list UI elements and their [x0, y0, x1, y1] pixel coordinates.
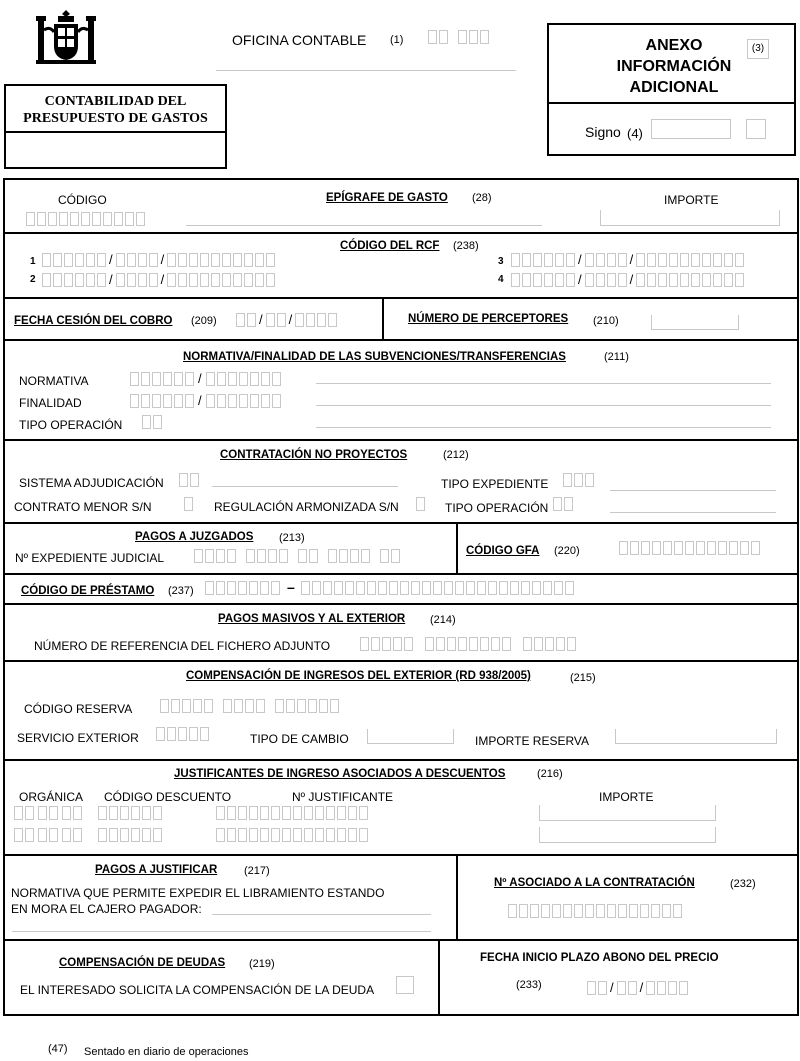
tipo-cambio-label: TIPO DE CAMBIO	[250, 732, 349, 746]
pagos-justificar-line-2[interactable]	[12, 931, 431, 932]
justificante-row-2[interactable]	[14, 828, 368, 842]
justificante-row-1[interactable]	[14, 806, 368, 820]
contabilidad-box	[4, 84, 227, 169]
gfa-num: (220)	[554, 545, 580, 557]
importe-label: IMPORTE	[664, 193, 719, 207]
importe-reserva-input[interactable]	[615, 729, 777, 744]
rcf-row-4-label: 4	[498, 274, 504, 285]
fecha-cesion-title: FECHA CESIÓN DEL COBRO	[14, 315, 173, 327]
subvenciones-num: (211)	[604, 351, 629, 363]
footer-text: Sentado en diario de operaciones	[84, 1046, 249, 1058]
tipo-expediente-label: TIPO EXPEDIENTE	[441, 477, 549, 491]
referencia-fichero-label: NÚMERO DE REFERENCIA DEL FICHERO ADJUNTO	[34, 639, 331, 653]
rcf-row-3-label: 3	[498, 256, 504, 267]
subvenciones-title: NORMATIVA/FINALIDAD DE LAS SUBVENCIONES/TRANSFERENCIAS	[183, 351, 566, 363]
justificante-importe-1[interactable]	[539, 805, 716, 821]
epigrafe-line[interactable]	[186, 225, 542, 226]
compensacion-deudas-check[interactable]	[396, 976, 414, 994]
anexo-num: (3)	[751, 43, 765, 54]
tipo-operacion-contratacion-input[interactable]	[553, 497, 573, 511]
pagos-justificar-num: (217)	[244, 865, 270, 877]
anexo-title-1: ANEXO	[645, 37, 703, 54]
pagos-masivos-num: (214)	[430, 614, 456, 626]
expediente-judicial-label: Nº EXPEDIENTE JUDICIAL	[15, 551, 165, 565]
rcf-row-2-input[interactable]: / /	[42, 272, 275, 287]
compensacion-deudas-text: EL INTERESADO SOLICITA LA COMPENSACIÓN DE LA DEUDA	[20, 983, 375, 997]
footer-num: (47)	[48, 1043, 68, 1055]
oficina-contable-num: (1)	[390, 34, 404, 46]
rcf-num: (238)	[453, 240, 479, 252]
n-justificante-label: Nº JUSTIFICANTE	[292, 790, 394, 804]
compensacion-deudas-divider	[438, 941, 440, 1016]
tipo-expediente-line[interactable]	[610, 490, 776, 491]
juzgados-divider	[456, 524, 458, 575]
signo-check[interactable]	[746, 119, 766, 139]
pagos-justificar-text-2: EN MORA EL CAJERO PAGADOR:	[11, 902, 202, 916]
regulacion-armonizada-label: REGULACIÓN ARMONIZADA S/N	[214, 500, 399, 514]
rcf-row-1-label: 1	[30, 256, 36, 267]
prestamo-input-2[interactable]	[301, 581, 574, 595]
prestamo-dash: –	[287, 579, 295, 595]
sistema-adjudicacion-line[interactable]	[212, 486, 398, 487]
rcf-row-2-label: 2	[30, 274, 36, 285]
gfa-input[interactable]	[619, 541, 760, 555]
prestamo-input-1[interactable]	[205, 581, 280, 595]
finalidad-desc-line-1[interactable]	[316, 405, 771, 406]
asociado-contratacion-title: Nº ASOCIADO A LA CONTRATACIÓN	[494, 877, 695, 889]
fecha-inicio-title: FECHA INICIO PLAZO ABONO DEL PRECIO	[480, 952, 719, 964]
perceptores-title: NÚMERO DE PERCEPTORES	[408, 313, 569, 325]
contabilidad-title-1: CONTABILIDAD DEL	[44, 94, 187, 109]
contrato-menor-input[interactable]	[184, 497, 193, 511]
anexo-num-box	[747, 39, 769, 59]
codigo-label: CÓDIGO	[58, 193, 107, 207]
oficina-contable-underline	[216, 70, 516, 71]
justificantes-title: JUSTIFICANTES DE INGRESO ASOCIADOS A DESCUENTOS	[174, 768, 506, 780]
finalidad-input[interactable]: /	[130, 393, 281, 408]
tipo-operacion-contratacion-label: TIPO OPERACIÓN	[445, 501, 549, 515]
organica-label: ORGÁNICA	[19, 790, 84, 804]
epigrafe-title: EPÍGRAFE DE GASTO	[326, 192, 448, 204]
signo-field[interactable]	[651, 119, 731, 139]
anexo-title-3: ADICIONAL	[629, 79, 719, 96]
pagos-justificar-title: PAGOS A JUSTIFICAR	[95, 864, 218, 876]
referencia-fichero-input[interactable]	[360, 637, 576, 651]
codigo-input[interactable]	[26, 212, 145, 226]
normativa-input[interactable]: /	[130, 371, 281, 386]
tipo-operacion-contratacion-line[interactable]	[610, 512, 776, 513]
oficina-contable-label: OFICINA CONTABLE	[232, 32, 367, 48]
justificantes-importe-label: IMPORTE	[599, 790, 654, 804]
signo-label: Signo	[585, 124, 621, 140]
pagos-justificar-divider	[456, 856, 458, 941]
pagos-justificar-text-1: NORMATIVA QUE PERMITE EXPEDIR EL LIBRAMIENTO ESTANDO	[11, 886, 385, 900]
finalidad-label: FINALIDAD	[19, 396, 82, 410]
anexo-box	[547, 23, 796, 156]
fecha-cesion-divider	[382, 299, 384, 341]
pagos-justificar-line-1[interactable]	[212, 914, 431, 915]
asociado-contratacion-input[interactable]	[508, 904, 682, 918]
rcf-row-4-input[interactable]: / /	[511, 272, 744, 287]
juzgados-num: (213)	[279, 532, 305, 544]
juzgados-title: PAGOS A JUZGADOS	[135, 531, 254, 543]
fecha-cesion-input[interactable]: / /	[236, 312, 337, 327]
justificante-importe-2[interactable]	[539, 827, 716, 843]
pagos-masivos-title: PAGOS MASIVOS Y AL EXTERIOR	[218, 613, 406, 625]
justificantes-num: (216)	[537, 768, 563, 780]
compensacion-exterior-title: COMPENSACIÓN DE INGRESOS DEL EXTERIOR (RD 938/2005)	[186, 670, 531, 682]
normativa-label: NORMATIVA	[19, 374, 89, 388]
codigo-reserva-label: CÓDIGO RESERVA	[24, 702, 133, 716]
contrato-menor-label: CONTRATO MENOR S/N	[14, 500, 152, 514]
compensacion-deudas-num: (219)	[249, 958, 275, 970]
contratacion-title: CONTRATACIÓN NO PROYECTOS	[220, 449, 408, 461]
sistema-adjudicacion-input[interactable]	[179, 473, 199, 487]
expediente-judicial-input[interactable]	[194, 549, 400, 563]
tipo-operacion-input[interactable]	[142, 415, 162, 429]
perceptores-num: (210)	[593, 315, 619, 327]
tipo-operacion-label: TIPO OPERACIÓN	[19, 418, 123, 432]
sistema-adjudicacion-label: SISTEMA ADJUDICACIÓN	[19, 476, 164, 490]
fecha-inicio-num: (233)	[516, 979, 542, 991]
coat-of-arms-logo	[34, 6, 98, 66]
importe-reserva-label: IMPORTE RESERVA	[475, 734, 590, 748]
prestamo-title: CÓDIGO DE PRÉSTAMO	[21, 585, 155, 597]
compensacion-exterior-num: (215)	[570, 672, 596, 684]
regulacion-armonizada-input[interactable]	[416, 497, 425, 511]
finalidad-desc-line-2[interactable]	[316, 427, 771, 428]
importe-input[interactable]	[600, 210, 780, 226]
rcf-title: CÓDIGO DEL RCF	[340, 240, 440, 252]
gfa-title: CÓDIGO GFA	[466, 545, 540, 557]
normativa-desc-line[interactable]	[316, 383, 771, 384]
contratacion-num: (212)	[443, 449, 469, 461]
contabilidad-title-2: PRESUPUESTO DE GASTOS	[23, 111, 208, 126]
epigrafe-num: (28)	[472, 192, 492, 204]
perceptores-input[interactable]	[651, 315, 739, 330]
tipo-expediente-input[interactable]	[563, 473, 594, 487]
rcf-row-3-input[interactable]: / /	[511, 252, 744, 267]
codigo-descuento-label: CÓDIGO DESCUENTO	[104, 790, 232, 804]
fecha-cesion-num: (209)	[191, 315, 217, 327]
oficina-contable-code[interactable]	[428, 30, 489, 44]
fecha-inicio-input[interactable]: / /	[587, 980, 688, 995]
compensacion-deudas-title: COMPENSACIÓN DE DEUDAS	[59, 957, 226, 969]
prestamo-num: (237)	[168, 585, 194, 597]
rcf-row-1-input[interactable]: / /	[42, 252, 275, 267]
servicio-exterior-input[interactable]	[156, 727, 209, 741]
servicio-exterior-label: SERVICIO EXTERIOR	[17, 731, 139, 745]
signo-num: (4)	[627, 126, 643, 141]
codigo-reserva-input[interactable]	[160, 699, 339, 713]
asociado-contratacion-num: (232)	[730, 878, 756, 890]
anexo-title-2: INFORMACIÓN	[616, 58, 732, 75]
tipo-cambio-input[interactable]	[367, 729, 454, 744]
